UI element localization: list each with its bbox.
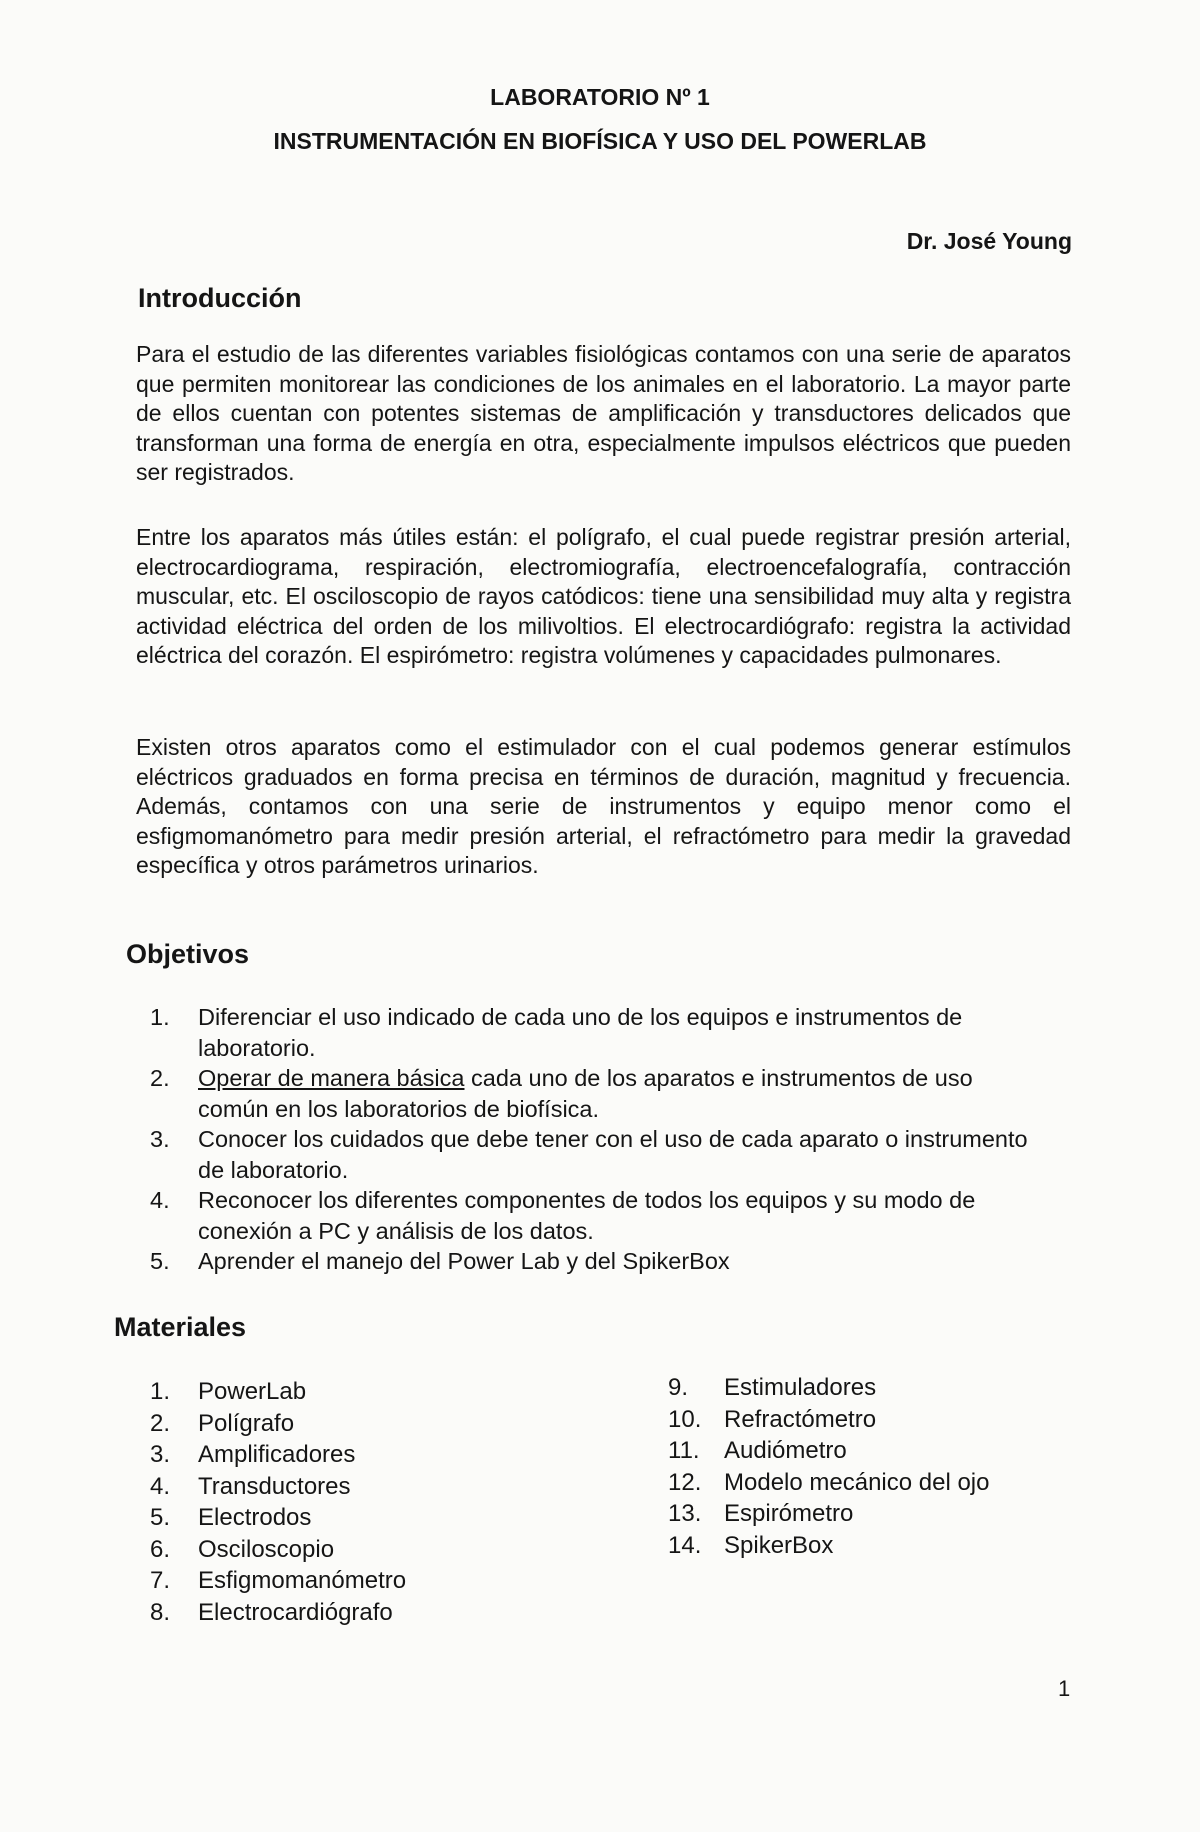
material-item bbox=[150, 1565, 406, 1597]
material-text: Esfigmomanómetro bbox=[198, 1567, 407, 1594]
introduccion-heading: Introducción bbox=[138, 283, 302, 313]
objetivo-number: 3. bbox=[150, 1126, 170, 1152]
lab-number-title: LABORATORIO Nº 1 bbox=[490, 84, 710, 110]
objetivo-text: Conocer los cuidados que debe tener con el uso de cada aparato o instrumento de laboratorio. bbox=[198, 1126, 1028, 1183]
material-text: Estimuladores bbox=[724, 1374, 877, 1401]
materiales-heading: Materiales bbox=[114, 1312, 247, 1342]
objetivos-heading: Objetivos bbox=[126, 939, 250, 969]
materiales-list-left bbox=[150, 1376, 406, 1628]
objetivo-text: Reconocer los diferentes componentes de todos los equipos y su modo de conexión a PC y análisis de los datos. bbox=[198, 1187, 976, 1244]
material-text: Electrocardiógrafo bbox=[198, 1598, 393, 1626]
material-item bbox=[668, 1467, 990, 1499]
objetivo-number: 5. bbox=[150, 1248, 170, 1274]
material-item bbox=[150, 1502, 406, 1534]
material-item bbox=[150, 1408, 406, 1440]
objetivo-underlined-text: Operar de manera básica bbox=[198, 1065, 465, 1091]
material-number: 11. bbox=[668, 1437, 700, 1464]
material-text: Polígrafo bbox=[198, 1409, 295, 1437]
material-number: 7. bbox=[150, 1567, 171, 1594]
intro-paragraph-2: Entre los aparatos más útiles están: el polígrafo, el cual puede registrar presión arterial, electrocardiograma, respiración, electromiografía, electroencefalografía, contracción muscular, etc. El osciloscopio de rayos catódicos: tiene una sensibilidad muy alta y registra actividad eléctrica del orden de los milivoltios. El electrocardiógrafo: registra la actividad eléctrica del corazón. El espirómetro: registra volúmenes y capacidades pulmonares. bbox=[136, 524, 1071, 668]
objetivo-text: cada uno de los aparatos e instrumentos de uso común en los laboratorios de biofísica. bbox=[198, 1065, 973, 1122]
material-item bbox=[150, 1534, 406, 1566]
material-item bbox=[668, 1530, 990, 1562]
material-number: 10. bbox=[668, 1405, 702, 1433]
material-number: 14. bbox=[668, 1531, 702, 1559]
material-text: SpikerBox bbox=[724, 1531, 834, 1559]
material-number: 3. bbox=[150, 1441, 171, 1468]
materiales-list-right bbox=[668, 1372, 990, 1561]
objetivo-number: 4. bbox=[150, 1187, 170, 1213]
objetivo-number: 1. bbox=[150, 1004, 170, 1030]
material-number: 6. bbox=[150, 1535, 171, 1563]
material-text: Espirómetro bbox=[724, 1500, 854, 1527]
material-text: Transductores bbox=[198, 1472, 351, 1500]
material-item bbox=[150, 1439, 406, 1471]
material-text: Refractómetro bbox=[724, 1405, 877, 1433]
material-item bbox=[150, 1376, 406, 1408]
objetivo-item bbox=[150, 1124, 1030, 1185]
intro-paragraph-3: Existen otros aparatos como el estimulador con el cual podemos generar estímulos eléctricos graduados en forma precisa en términos de duración, magnitud y frecuencia. Además, contamos con una serie de instrumentos y equipo menor como el esfigmomanómetro para medir presión arterial, el refractómetro para medir la gravedad específica y otros parámetros urinarios. bbox=[136, 734, 1071, 878]
material-number: 4. bbox=[150, 1472, 171, 1500]
material-item bbox=[668, 1498, 990, 1530]
lab-title: INSTRUMENTACIÓN EN BIOFÍSICA Y USO DEL POWERLAB bbox=[273, 128, 927, 154]
material-number: 13. bbox=[668, 1500, 702, 1527]
material-number: 2. bbox=[150, 1409, 171, 1437]
material-text: Audiómetro bbox=[724, 1437, 847, 1464]
material-text: Osciloscopio bbox=[198, 1535, 335, 1563]
objetivo-item bbox=[150, 1246, 1030, 1277]
author: Dr. José Young bbox=[906, 228, 1072, 254]
material-text: Electrodos bbox=[198, 1504, 312, 1531]
material-number: 9. bbox=[668, 1374, 689, 1401]
material-text: PowerLab bbox=[198, 1378, 307, 1405]
objetivo-item bbox=[150, 1063, 1030, 1124]
material-item bbox=[668, 1404, 990, 1436]
objetivo-item bbox=[150, 1185, 1030, 1246]
material-item bbox=[150, 1471, 406, 1503]
material-item bbox=[150, 1597, 406, 1629]
intro-paragraph-1: Para el estudio de las diferentes variables fisiológicas contamos con una serie de aparatos que permiten monitorear las condiciones de los animales en el laboratorio. La mayor parte de ellos cuentan con potentes sistemas de amplificación y transductores delicados que transforman una forma de energía en otra, especialmente impulsos eléctricos que pueden ser registrados. bbox=[136, 341, 1071, 485]
material-text: Amplificadores bbox=[198, 1441, 356, 1468]
material-item bbox=[668, 1372, 990, 1404]
objetivo-text: Aprender el manejo del Power Lab y del SpikerBox bbox=[198, 1248, 730, 1274]
material-text: Modelo mecánico del ojo bbox=[724, 1468, 990, 1496]
objetivo-item bbox=[150, 1002, 1030, 1063]
page-number: 1 bbox=[1058, 1676, 1071, 1701]
objetivo-text: Diferenciar el uso indicado de cada uno de los equipos e instrumentos de laboratorio. bbox=[198, 1004, 963, 1061]
material-item bbox=[668, 1435, 990, 1467]
objetivo-number: 2. bbox=[150, 1065, 170, 1091]
material-number: 8. bbox=[150, 1598, 171, 1626]
material-number: 5. bbox=[150, 1504, 171, 1531]
objetivos-list bbox=[150, 1002, 1030, 1277]
material-number: 1. bbox=[150, 1378, 171, 1405]
material-number: 12. bbox=[668, 1468, 702, 1496]
